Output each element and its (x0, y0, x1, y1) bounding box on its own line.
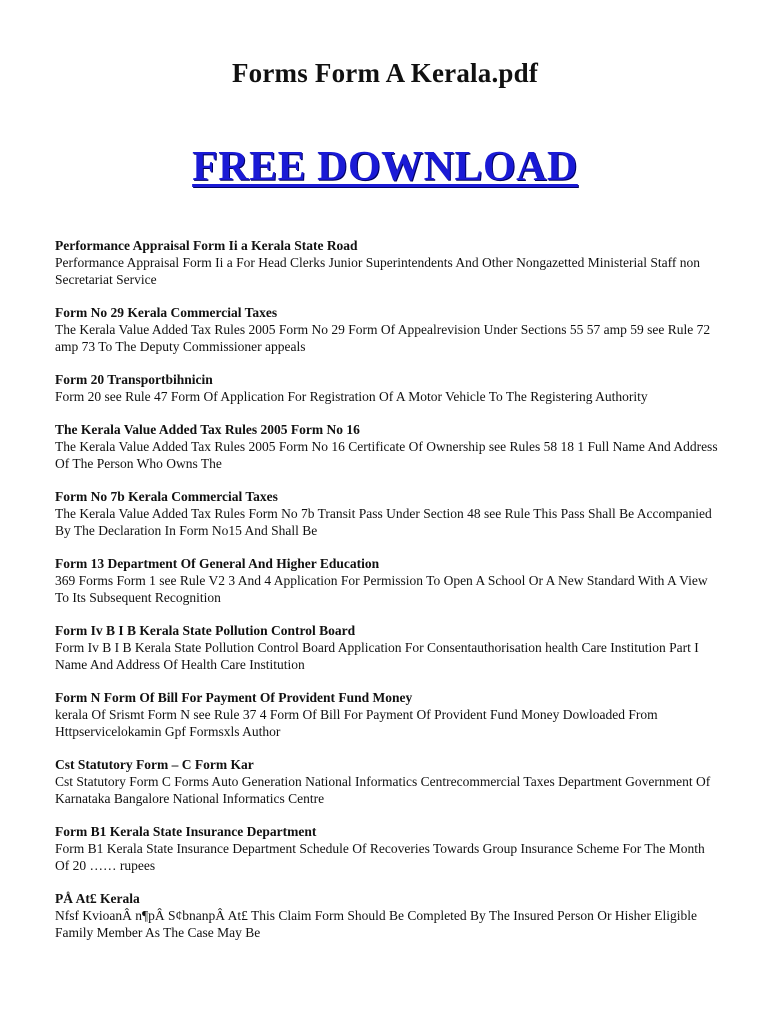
list-item (55, 689, 720, 740)
entry-title: Performance Appraisal Form Ii a Kerala State Road (55, 238, 358, 253)
entry-description: Form Iv B I B Kerala State Pollution Control Board Application For Consentauthorisation health Care Institution Part I Name And Address Of Health Care Institution (55, 640, 699, 672)
free-download-link[interactable]: FREE DOWNLOAD (192, 144, 578, 190)
list-item (55, 488, 720, 539)
entry-description: Performance Appraisal Form Ii a For Head Clerks Junior Superintendents And Other Nongazetted Ministerial Staff non Secretariat Service (55, 255, 700, 287)
list-item (55, 237, 720, 288)
entry-title: Form No 29 Kerala Commercial Taxes (55, 305, 278, 320)
entry-list (55, 237, 720, 957)
list-item (55, 555, 720, 606)
entry-description: The Kerala Value Added Tax Rules 2005 Form No 16 Certificate Of Ownership see Rules 58 18 1 Full Name And Address Of The Person Who Owns The (55, 439, 718, 471)
entry-title: The Kerala Value Added Tax Rules 2005 Form No 16 (55, 422, 360, 437)
list-item (55, 622, 720, 673)
entry-description: The Kerala Value Added Tax Rules Form No 7b Transit Pass Under Section 48 see Rule This Pass Shall Be Accompanied By The Declaration In Form No15 And Shall Be (55, 506, 712, 538)
entry-description: The Kerala Value Added Tax Rules 2005 Form No 29 Form Of Appealrevision Under Sections 55 57 amp 59 see Rule 72 amp 73 To The Deputy Commissioner appeals (55, 322, 711, 354)
list-item (55, 756, 720, 807)
list-item (55, 823, 720, 874)
entry-description: Nfsf KvioanÂ n¶pÂ S¢bnanpÂ At£ This Claim Form Should Be Completed By The Insured Person Or Hisher Eligible Family Member As The Case May Be (55, 908, 697, 940)
entry-description: Form B1 Kerala State Insurance Department Schedule Of Recoveries Towards Group Insurance Scheme For The Month Of 20 …… rupees (55, 841, 705, 873)
entry-title: PÅ At£ Kerala (55, 891, 140, 906)
entry-description: kerala Of Srismt Form N see Rule 37 4 Form Of Bill For Payment Of Provident Fund Money Dowloaded From Httpservicelokamin Gpf Formsxls Author (55, 707, 658, 739)
entry-title: Form No 7b Kerala Commercial Taxes (55, 489, 278, 504)
entry-title: Form B1 Kerala State Insurance Department (55, 824, 317, 839)
document-title: Forms Form A Kerala.pdf (231, 58, 539, 88)
list-item (55, 421, 720, 472)
entry-description: Form 20 see Rule 47 Form Of Application For Registration Of A Motor Vehicle To The Registering Authority (55, 389, 648, 404)
entry-description: 369 Forms Form 1 see Rule V2 3 And 4 Application For Permission To Open A School Or A New Standard With A View To Its Subsequent Recognition (55, 573, 708, 605)
list-item (55, 890, 720, 941)
entry-title: Form Iv B I B Kerala State Pollution Control Board (55, 623, 356, 638)
entry-title: Form N Form Of Bill For Payment Of Provident Fund Money (55, 690, 413, 705)
entry-title: Form 20 Transportbihnicin (55, 372, 213, 387)
list-item (55, 371, 720, 405)
entry-title: Cst Statutory Form – C Form Kar (55, 757, 254, 772)
list-item (55, 304, 720, 355)
entry-description: Cst Statutory Form C Forms Auto Generation National Informatics Centrecommercial Taxes Department Government Of Karnataka Bangalore National Informatics Centre (55, 774, 711, 806)
entry-title: Form 13 Department Of General And Higher Education (55, 556, 380, 571)
